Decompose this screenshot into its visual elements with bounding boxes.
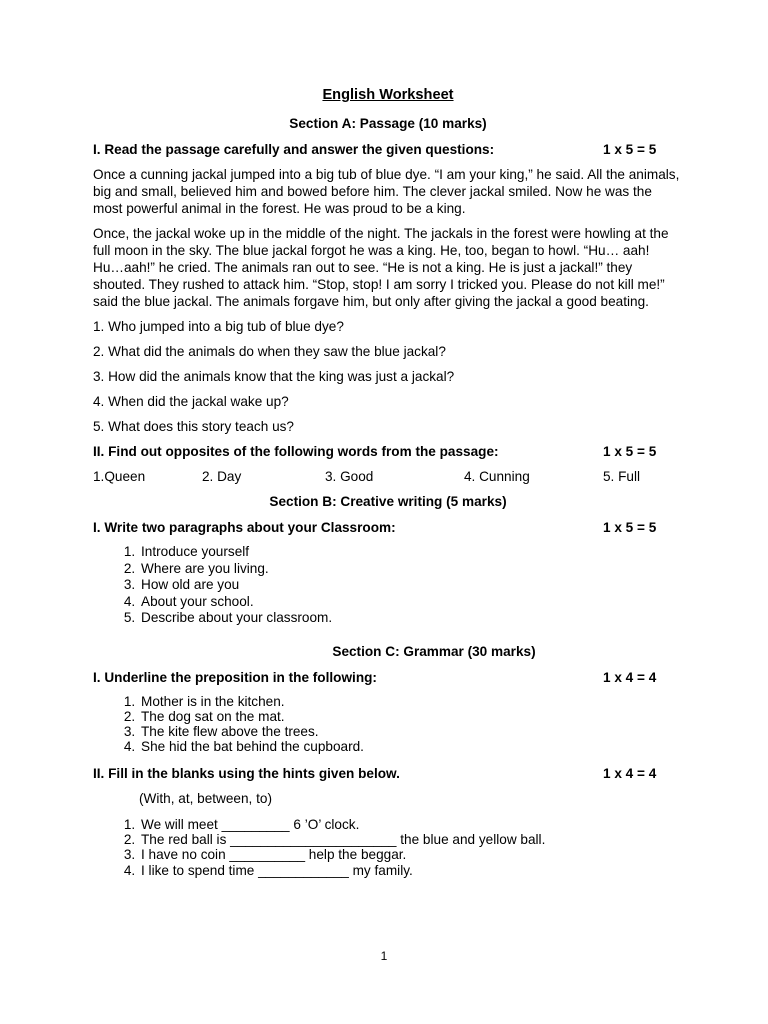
list-item: 3. How old are you xyxy=(139,577,683,594)
comprehension-question: 2. What did the animals do when they saw the blue jackal? xyxy=(93,344,446,359)
section-a-title: Section A: Passage (10 marks) xyxy=(289,116,487,131)
creative-writing-points xyxy=(93,544,683,627)
list-item: 2. The dog sat on the mat. xyxy=(139,709,683,724)
marks-label: 1 x 5 = 5 xyxy=(603,520,657,535)
list-item: 4. About your school. xyxy=(139,594,683,611)
list-item: 4. She hid the bat behind the cupboard. xyxy=(139,739,683,754)
question-heading-text: II. Fill in the blanks using the hints given below. xyxy=(93,765,400,781)
section-c-q1-heading xyxy=(93,669,683,686)
list-item: 1. Introduce yourself xyxy=(139,544,683,561)
section-a-q1-heading xyxy=(93,141,683,158)
worksheet-title: English Worksheet xyxy=(322,87,454,103)
list-item: 2. Where are you living. xyxy=(139,561,683,578)
list-item: 3. The kite flew above the trees. xyxy=(139,724,683,739)
comprehension-question: 3. How did the animals know that the king was just a jackal? xyxy=(93,369,455,384)
section-c-q2-heading xyxy=(93,765,683,782)
marks-label: 1 x 4 = 4 xyxy=(603,765,657,781)
marks-label: 1 x 4 = 4 xyxy=(603,669,657,685)
fill-in-blank-sentences xyxy=(93,817,683,878)
section-a-q2-heading xyxy=(93,443,683,460)
worksheet-page xyxy=(93,86,683,888)
passage-paragraph-2: Once, the jackal woke up in the middle of the night. The jackals in the forest were howling at the full moon in the sky. The blue jackal forgot he was a king. He, too, began to howl. “Hu… aah! Hu…aah!” he cried. The animals ran out to see. “He is not a king. He is just a jackal!” they shouted. They rushed to attack him. “Stop, stop! I am sorry I tricked you. Please do not kill me!” said the blue jackal. The animals forgave him, but only after giving the jackal a good beating. xyxy=(93,226,669,309)
opposite-word: 3. Good xyxy=(325,469,374,484)
comprehension-question: 5. What does this story teach us? xyxy=(93,419,294,434)
question-heading-text: I. Read the passage carefully and answer the given questions: xyxy=(93,142,495,157)
comprehension-question: 4. When did the jackal wake up? xyxy=(93,394,289,409)
list-item: 5. Describe about your classroom. xyxy=(139,610,683,627)
question-heading-text: I. Underline the preposition in the following: xyxy=(93,669,377,685)
hint-words: (With, at, between, to) xyxy=(139,790,272,806)
marks-label: 1 x 5 = 5 xyxy=(603,142,657,157)
opposite-word: 1.Queen xyxy=(93,469,146,484)
list-item: 3. I have no coin __________ help the beggar. xyxy=(139,847,683,862)
opposites-word-list xyxy=(93,468,683,485)
section-b-title: Section B: Creative writing (5 marks) xyxy=(269,494,507,509)
list-item: 2. The red ball is ______________________ the blue and yellow ball. xyxy=(139,832,683,847)
opposite-word: 4. Cunning xyxy=(464,469,530,484)
page-number: 1 xyxy=(380,949,388,963)
opposite-word: 2. Day xyxy=(202,469,242,484)
comprehension-question: 1. Who jumped into a big tub of blue dye? xyxy=(93,319,344,334)
list-item: 1. We will meet _________ 6 ’O’ clock. xyxy=(139,817,683,832)
passage-paragraph-1: Once a cunning jackal jumped into a big tub of blue dye. “I am your king,” he said. All the animals, big and small, believed him and bowed before him. The clever jackal smiled. Now he was the most powerful animal in the forest. He was proud to be a king. xyxy=(93,167,680,216)
preposition-sentences xyxy=(93,694,683,755)
section-b-q1-heading xyxy=(93,519,683,536)
list-item: 4. I like to spend time ____________ my family. xyxy=(139,863,683,878)
section-c-title: Section C: Grammar (30 marks) xyxy=(332,643,536,659)
opposite-word: 5. Full xyxy=(603,469,641,484)
list-item: 1. Mother is in the kitchen. xyxy=(139,694,683,709)
question-heading-text: I. Write two paragraphs about your Classroom: xyxy=(93,520,396,535)
question-heading-text: II. Find out opposites of the following words from the passage: xyxy=(93,444,499,459)
marks-label: 1 x 5 = 5 xyxy=(603,444,657,459)
